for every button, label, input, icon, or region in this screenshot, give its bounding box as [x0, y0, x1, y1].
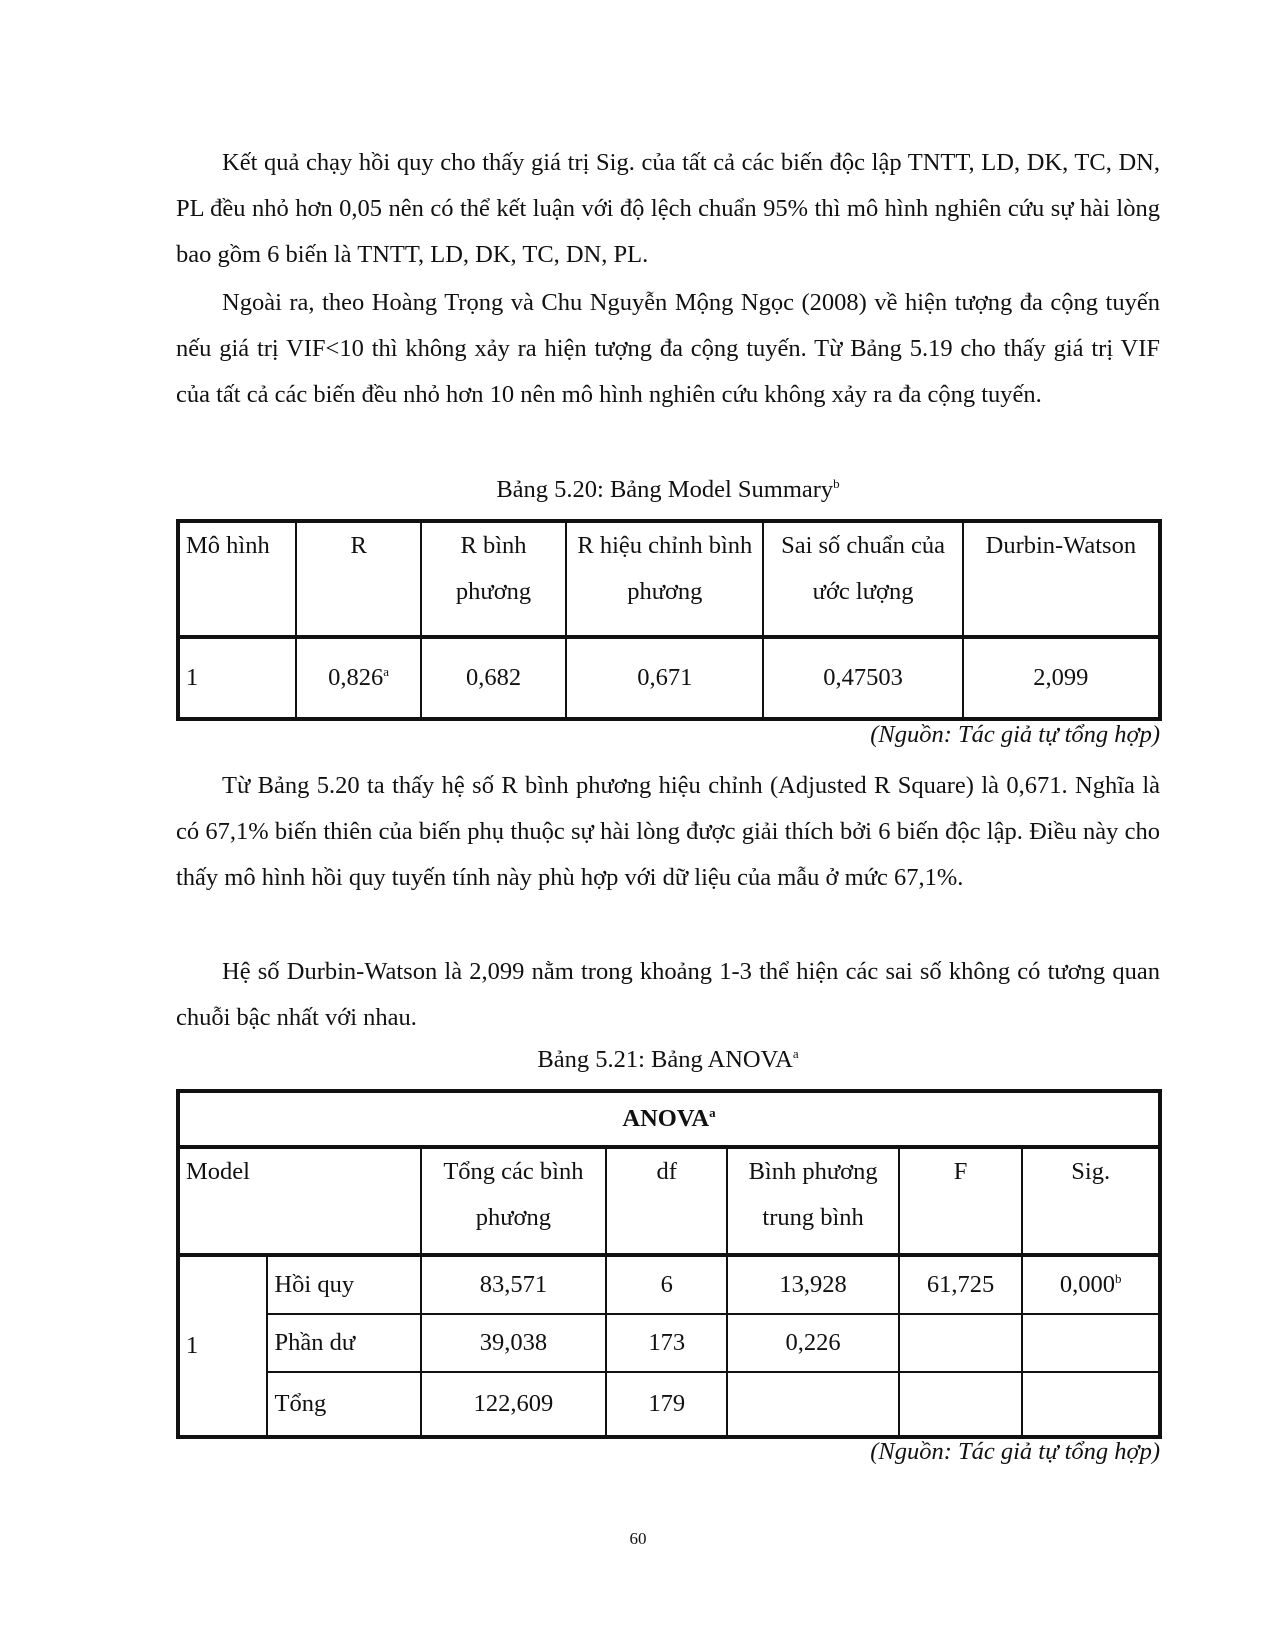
cell-row-label: Hồi quy	[267, 1255, 420, 1314]
anova-header-row	[178, 1147, 1160, 1255]
header-mean-square: Bình phương trung bình	[727, 1147, 898, 1255]
cell-f	[899, 1372, 1023, 1437]
cell-sum-of-squares: 122,609	[421, 1372, 606, 1437]
anova-title-cell	[178, 1091, 1160, 1147]
cell-std-error: 0,47503	[763, 637, 962, 719]
cell-model: 1	[178, 637, 296, 719]
anova-table	[176, 1089, 1162, 1439]
cell-sig-sup: b	[1115, 1270, 1122, 1286]
table-5-21-caption	[176, 1045, 1160, 1075]
anova-title-sup: a	[709, 1104, 716, 1120]
cell-row-label: Phần dư	[267, 1314, 420, 1372]
table-5-20-source: (Nguồn: Tác giả tự tổng hợp)	[870, 721, 1160, 748]
header-sai-so-chuan: Sai số chuẩn của ước lượng	[763, 521, 962, 637]
cell-r	[296, 637, 421, 719]
cell-r-sup: a	[383, 663, 390, 679]
header-f: F	[899, 1147, 1023, 1255]
cell-sig	[1022, 1372, 1160, 1437]
anova-title-row	[178, 1091, 1160, 1147]
header-sig: Sig.	[1022, 1147, 1160, 1255]
anova-row-total	[178, 1372, 1160, 1437]
cell-model-number: 1	[178, 1255, 267, 1437]
cell-sum-of-squares: 83,571	[421, 1255, 606, 1314]
table-5-20-caption-sup: b	[833, 475, 840, 491]
header-r: R	[296, 521, 421, 637]
header-durbin-watson: Durbin-Watson	[963, 521, 1160, 637]
paragraph-regression-result: Kết quả chạy hồi quy cho thấy giá trị Sig. của tất cả các biến độc lập TNTT, LD, DK, TC, DN, PL đều nhỏ hơn 0,05 nên có thể kết luận với độ lệch chuẩn 95% thì mô hình nghiên cứu sự hài lòng bao gồm 6 biến là TNTT, LD, DK, TC, DN, PL.	[176, 149, 1160, 268]
model-summary-header-row	[178, 521, 1160, 637]
cell-sig	[1022, 1255, 1160, 1314]
table-5-21-caption-text: Bảng 5.21: Bảng ANOVA	[537, 1046, 793, 1073]
cell-f	[899, 1314, 1023, 1372]
anova-row-regression	[178, 1255, 1160, 1314]
header-sum-of-squares: Tổng các bình phương	[421, 1147, 606, 1255]
paragraph-adjusted-r-square: Từ Bảng 5.20 ta thấy hệ số R bình phương hiệu chỉnh (Adjusted R Square) là 0,671. Nghĩa là có 67,1% biến thiên của biến phụ thuộc sự hài lòng được giải thích bởi 6 biến độc lập. Điều này cho thấy mô hình hồi quy tuyến tính này phù hợp với dữ liệu của mẫu ở mức 67,1%.	[176, 772, 1160, 891]
table-5-20-caption-text: Bảng 5.20: Bảng Model Summary	[496, 476, 834, 503]
table-5-21-caption-sup: a	[792, 1045, 799, 1061]
cell-f: 61,725	[899, 1255, 1023, 1314]
cell-mean-square: 0,226	[727, 1314, 898, 1372]
cell-durbin-watson: 2,099	[963, 637, 1160, 719]
cell-df: 173	[606, 1314, 727, 1372]
page-number: 60	[629, 1529, 647, 1548]
header-mo-hinh: Mô hình	[178, 521, 296, 637]
cell-mean-square	[727, 1372, 898, 1437]
cell-df: 179	[606, 1372, 727, 1437]
paragraph-durbin-watson: Hệ số Durbin-Watson là 2,099 nằm trong khoảng 1-3 thể hiện các sai số không có tương quan chuỗi bậc nhất với nhau.	[176, 958, 1160, 1031]
table-5-20-caption	[176, 475, 1160, 505]
cell-mean-square: 13,928	[727, 1255, 898, 1314]
table-5-21-source: (Nguồn: Tác giả tự tổng hợp)	[870, 1438, 1160, 1465]
cell-adj-r-square: 0,671	[566, 637, 763, 719]
cell-row-label: Tổng	[267, 1372, 420, 1437]
header-r-binh-phuong: R bình phương	[421, 521, 566, 637]
header-r-hieu-chinh: R hiệu chỉnh bình phương	[566, 521, 763, 637]
header-df: df	[606, 1147, 727, 1255]
cell-sum-of-squares: 39,038	[421, 1314, 606, 1372]
header-model: Model	[178, 1147, 421, 1255]
model-summary-table	[176, 519, 1162, 721]
anova-row-residual	[178, 1314, 1160, 1372]
cell-r-value: 0,826	[328, 664, 384, 691]
cell-df: 6	[606, 1255, 727, 1314]
paragraph-multicollinearity: Ngoài ra, theo Hoàng Trọng và Chu Nguyễn Mộng Ngọc (2008) về hiện tượng đa cộng tuyến nếu giá trị VIF<10 thì không xảy ra hiện tượng đa cộng tuyến. Từ Bảng 5.19 cho thấy giá trị VIF của tất cả các biến đều nhỏ hơn 10 nên mô hình nghiên cứu không xảy ra đa cộng tuyến.	[176, 289, 1160, 408]
model-summary-data-row	[178, 637, 1160, 719]
cell-sig	[1022, 1314, 1160, 1372]
anova-title: ANOVA	[622, 1105, 710, 1132]
cell-r-square: 0,682	[421, 637, 566, 719]
cell-sig-value: 0,000	[1059, 1271, 1116, 1298]
